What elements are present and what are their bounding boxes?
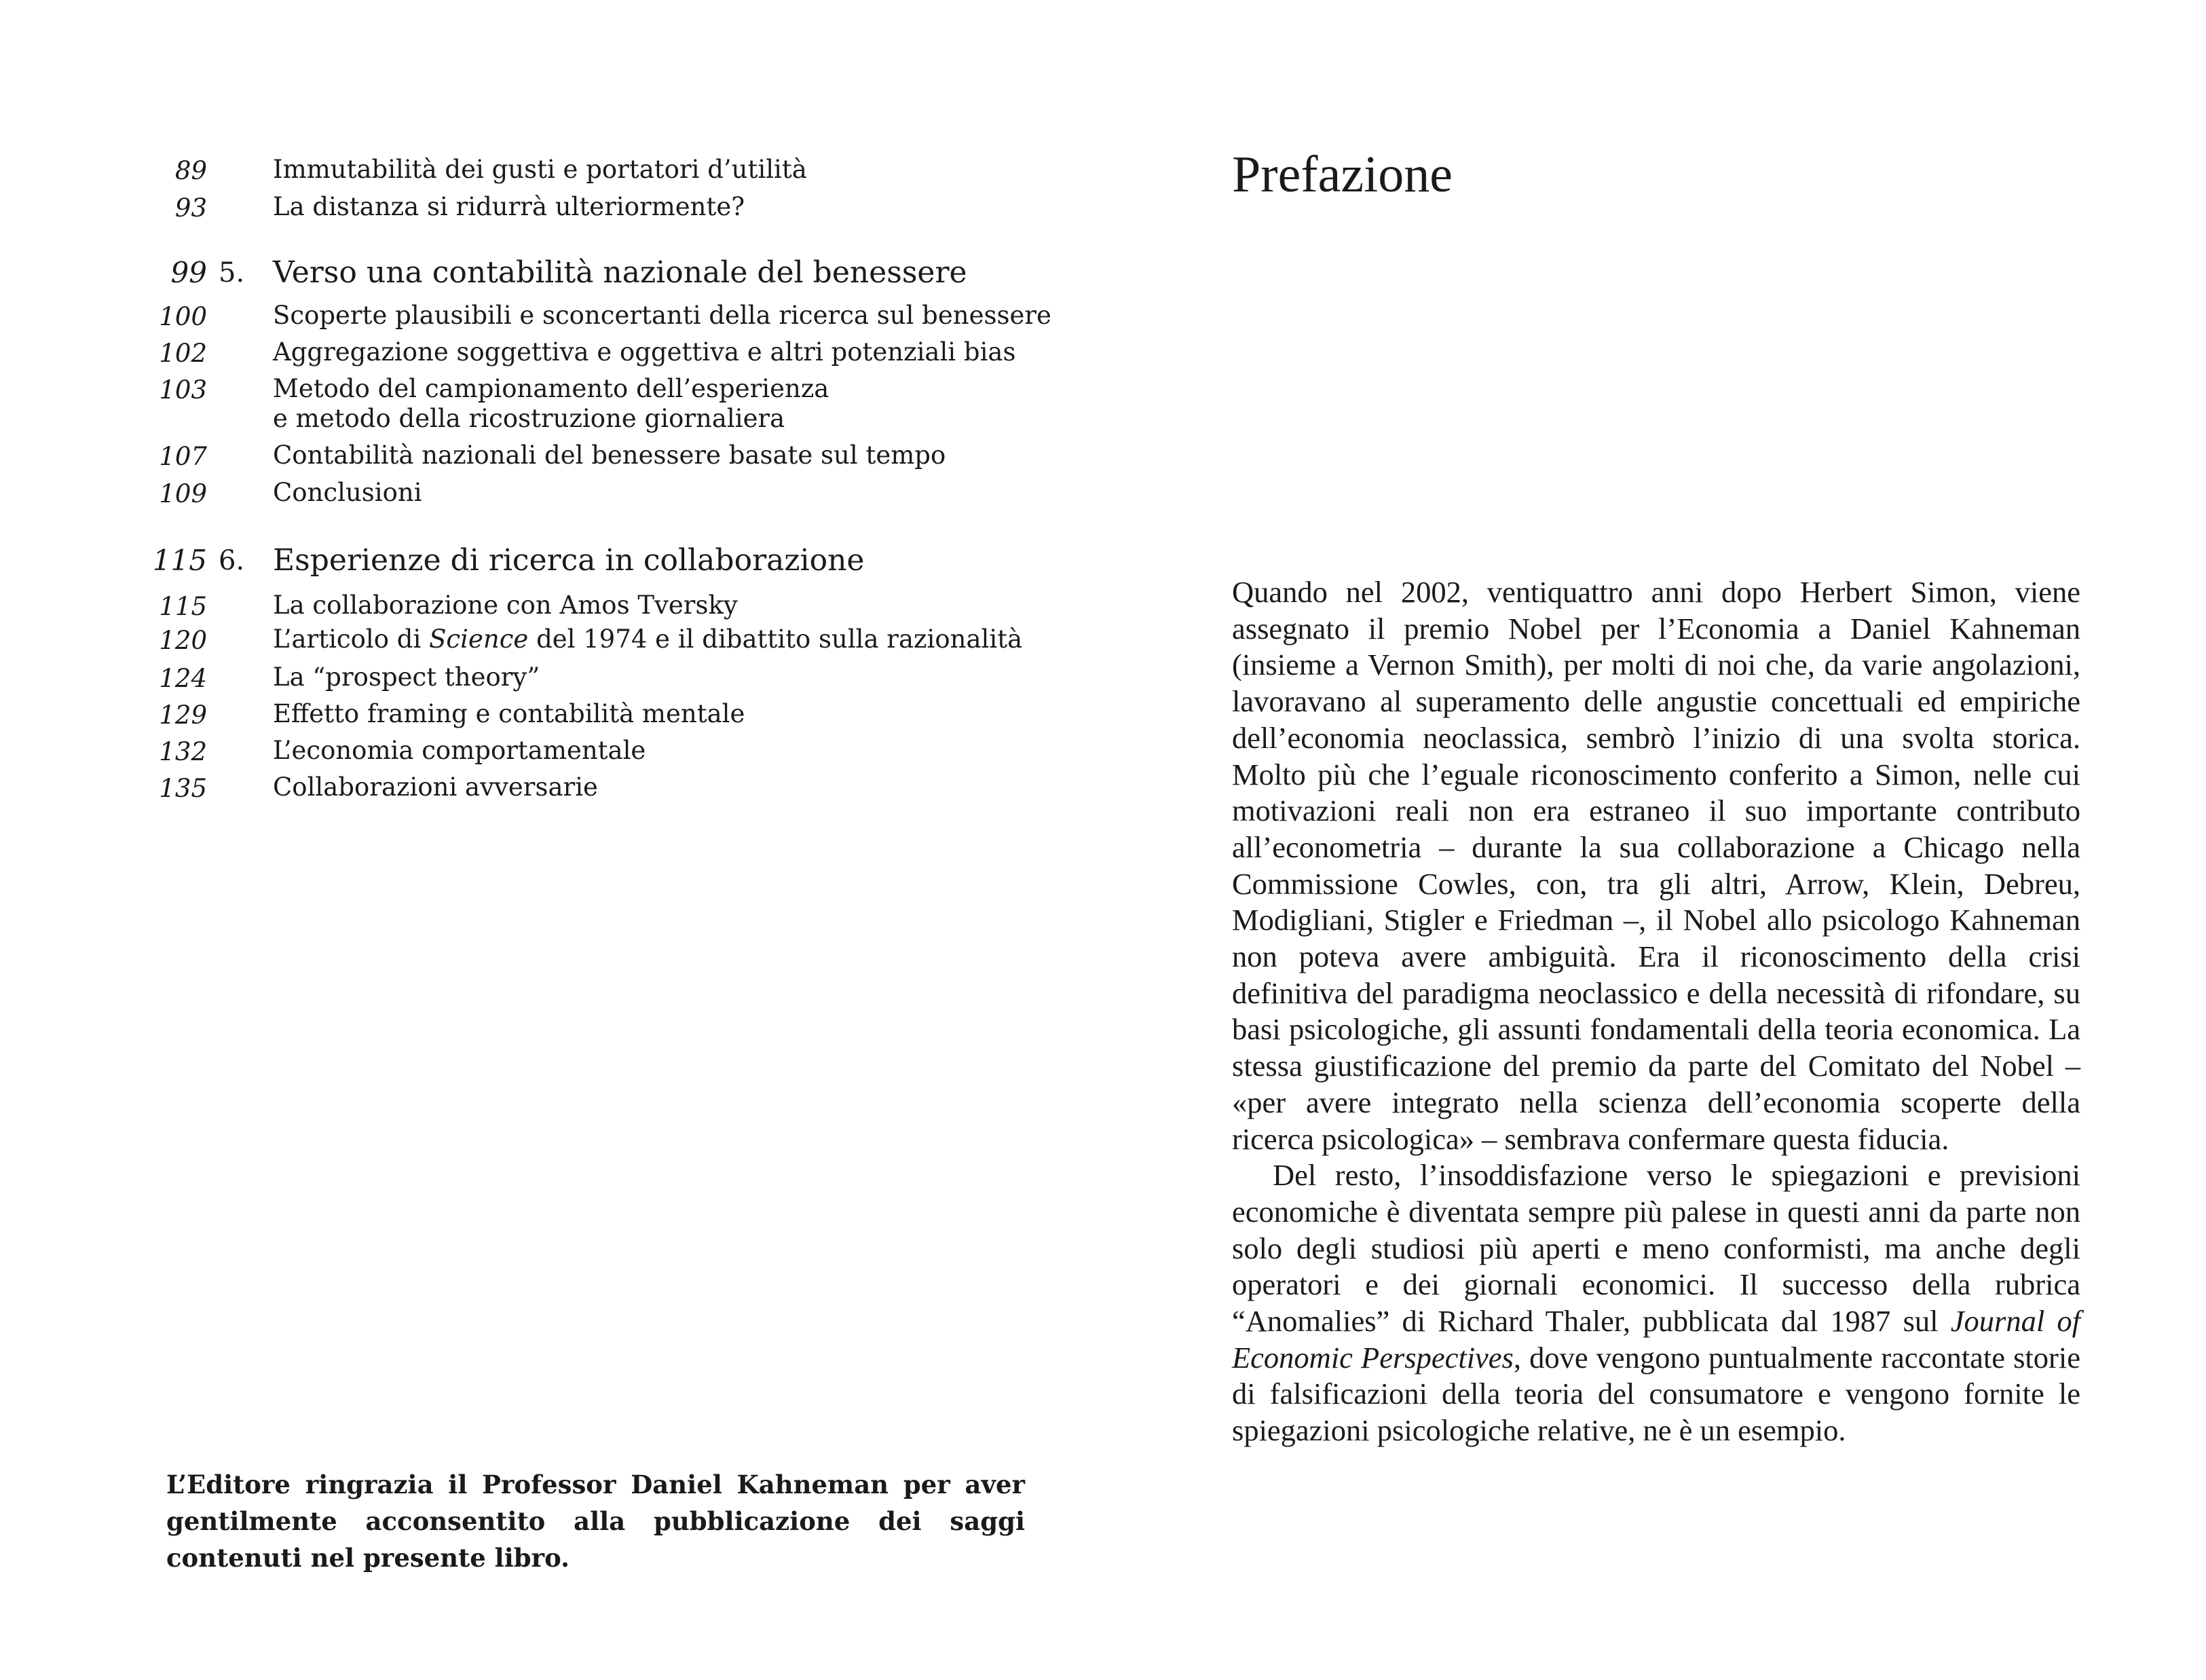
- toc-title: [273, 624, 1022, 654]
- toc-page-number: 120: [159, 626, 207, 655]
- toc-title: La distanza si ridurrà ulteriormente?: [273, 192, 745, 221]
- paragraph: Quando nel 2002, ventiquattro anni dopo Herbert Simon, viene assegnato il premio Nobel per l’Economia a Daniel Kahneman (insieme a Vernon Smith), per molti di noi che, da varie angolazioni, lavoravano al superamento delle angustie concettuali ed empiriche dell’economia neoclassica, sembrò l’inizio di una svolta storica. Molto più che l’eguale riconoscimento conferito a Simon, nelle cui motivazioni reali non era estraneo il suo importante contributo all’econometria – durante la sua collaborazione a Chicago nella Commissione Cowles, con, tra gli altri, Arrow, Klein, Debreu, Modigliani, Stigler e Friedman –, il Nobel allo psicologo Kahneman non poteva avere ambiguità. Era il riconoscimento della crisi definitiva del paradigma neoclassico e della necessità di rifondare, su basi psicologiche, gli assunti fondamentali della teoria economica. La stessa giustificazione del premio da parte del Comitato del Nobel – «per avere integrato nella scienza dell’economia scoperte della ricerca psicologica» – sembrava confermare questa fiducia.: [1232, 575, 2080, 1156]
- toc-entry: [0, 478, 1103, 516]
- toc-page-number: 124: [159, 664, 207, 693]
- preface-body: [1232, 574, 2080, 1449]
- toc-title: Metodo del campionamento dell’esperienza: [273, 374, 829, 403]
- toc-title: Contabilità nazionali del benessere basate sul tempo: [273, 441, 946, 470]
- toc-entry: [0, 337, 1103, 375]
- toc-page-number: 115: [152, 544, 207, 577]
- toc-entry: [0, 772, 1103, 810]
- toc-title: Aggregazione soggettiva e oggettiva e altri potenziali bias: [273, 337, 1016, 367]
- toc-entry: [0, 155, 1103, 193]
- toc-page-number: 132: [159, 737, 207, 766]
- toc-entry: [0, 699, 1103, 737]
- toc-chapter-entry: [0, 255, 1103, 293]
- toc-page-number: 93: [174, 193, 207, 223]
- toc-title: Scoperte plausibili e sconcertanti della ricerca sul benessere: [273, 301, 1051, 330]
- toc-entry: [0, 736, 1103, 774]
- toc-title-emphasis: Science: [429, 624, 529, 654]
- toc-title: Immutabilità dei gusti e portatori d’utilità: [273, 155, 807, 184]
- toc-page-number: 129: [159, 701, 207, 730]
- toc-title: Conclusioni: [273, 478, 422, 507]
- toc-page-number: 99: [170, 256, 207, 289]
- toc-page-number: 103: [159, 375, 207, 405]
- toc-title: L’economia comportamentale: [273, 736, 646, 765]
- journal-title: Journal of Economic Perspectives: [1232, 1304, 2081, 1375]
- toc-title: La “prospect theory”: [273, 662, 540, 692]
- toc-title-part: L’articolo di: [273, 624, 430, 654]
- toc-title-part: del 1974 e il dibattito sulla razionalità: [528, 624, 1023, 654]
- toc-chapter-number: 6.: [219, 545, 245, 576]
- paragraph-part: , dove vengono puntualmente raccontate storie di falsificazioni della teoria del consumatore e vengono fornite le spiegazioni psicologiche relative, ne è un esempio.: [1232, 1340, 2080, 1448]
- toc-page-number: 100: [159, 302, 207, 331]
- toc-chapter-title: Verso una contabilità nazionale del benessere: [273, 255, 967, 290]
- toc-entry: [0, 624, 1103, 662]
- toc-title: Effetto framing e contabilità mentale: [273, 699, 745, 728]
- paragraph: [1232, 1157, 2080, 1449]
- toc-entry: [0, 301, 1103, 339]
- toc-entry: [0, 192, 1103, 230]
- toc-entry: [0, 441, 1103, 479]
- toc-title: Collaborazioni avversarie: [273, 772, 598, 802]
- toc-chapter-title: Esperienze di ricerca in collaborazione: [273, 543, 865, 578]
- page-title: Prefazione: [1232, 146, 1453, 203]
- toc-entry: [0, 374, 1103, 442]
- toc-page-number: 115: [159, 592, 207, 621]
- toc-page-number: 89: [174, 156, 207, 185]
- toc-chapter-number: 5.: [219, 257, 245, 288]
- right-page: [1103, 0, 2206, 1680]
- toc-chapter-entry: [0, 543, 1103, 581]
- toc-page-number: 109: [159, 479, 207, 508]
- toc-title-continuation: e metodo della ricostruzione giornaliera: [273, 404, 785, 433]
- toc-title: La collaborazione con Amos Tversky: [273, 591, 738, 620]
- toc-page-number: 135: [159, 774, 207, 803]
- paragraph-part: Del resto, l’insoddisfazione verso le spiegazioni e previsioni economiche è diventata sempre più palese in questi anni da parte non solo degli studiosi più aperti e meno conformisti, ma anche degli operatori e dei giornali economici. Il successo della rubrica “Anomalies” di Richard Thaler, pubblicata dal 1987 sul: [1232, 1158, 2080, 1339]
- publisher-acknowledgement: L’Editore ringrazia il Professor Daniel Kahneman per aver gentilmente acconsentito alla pubblicazione dei saggi contenuti nel presente libro.: [166, 1470, 1025, 1573]
- toc-page-number: 102: [159, 339, 207, 368]
- toc-entry: [0, 591, 1103, 629]
- toc-page-number: 107: [159, 442, 207, 471]
- toc-entry: [0, 662, 1103, 701]
